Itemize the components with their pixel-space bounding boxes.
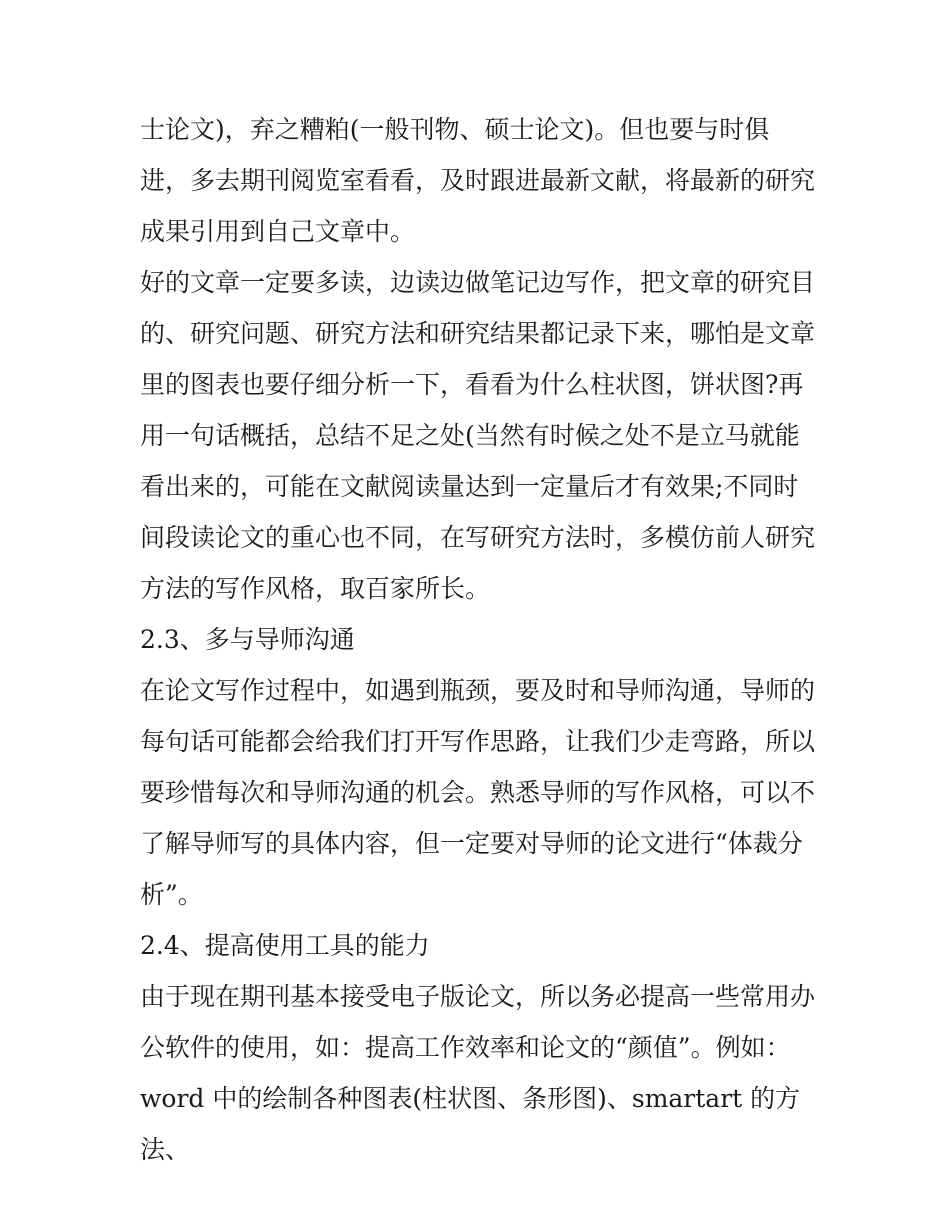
- text-line: 里的图表也要仔细分析一下，看看为什么柱状图，饼状图?再: [140, 370, 804, 399]
- text-line: 的、研究问题、研究方法和研究结果都记录下来，哪怕是文章: [140, 319, 816, 348]
- text-line: 析”。: [140, 880, 203, 909]
- section-heading: 2.3、多与导师沟通: [140, 625, 355, 654]
- text-line: 在论文写作过程中，如遇到瓶颈，要及时和导师沟通，导师的: [140, 676, 816, 705]
- text-line: 每句话可能都会给我们打开写作思路，让我们少走弯路，所以: [140, 727, 816, 756]
- text-line: 要珍惜每次和导师沟通的机会。熟悉导师的写作风格，可以不: [140, 778, 816, 807]
- document-body: [140, 104, 816, 1164]
- text-line: 进，多去期刊阅览室看看，及时跟进最新文献，将最新的研究: [140, 166, 816, 195]
- text-line: word 中的绘制各种图表(柱状图、条形图)、smartart 的方法、: [140, 1084, 801, 1164]
- text-line: 好的文章一定要多读，边读边做笔记边写作，把文章的研究目: [140, 268, 816, 297]
- section-heading: 2.4、提高使用工具的能力: [140, 931, 430, 960]
- text-line: 间段读论文的重心也不同，在写研究方法时，多模仿前人研究: [140, 523, 816, 552]
- text-line: 公软件的使用，如：提高工作效率和论文的“颜值”。例如：: [140, 1033, 791, 1062]
- text-line: 方法的写作风格，取百家所长。: [140, 574, 491, 603]
- text-line: 看出来的，可能在文献阅读量达到一定量后才有效果;不同时: [140, 472, 799, 501]
- text-line: 用一句话概括，总结不足之处(当然有时候之处不是立马就能: [140, 421, 800, 450]
- text-line: 成果引用到自己文章中。: [140, 217, 416, 246]
- text-line: 由于现在期刊基本接受电子版论文，所以务必提高一些常用办: [140, 982, 816, 1011]
- text-line: 士论文)，弃之糟粕(一般刊物、硕士论文)。但也要与时俱: [140, 115, 770, 144]
- text-line: 了解导师写的具体内容，但一定要对导师的论文进行“体裁分: [140, 829, 803, 858]
